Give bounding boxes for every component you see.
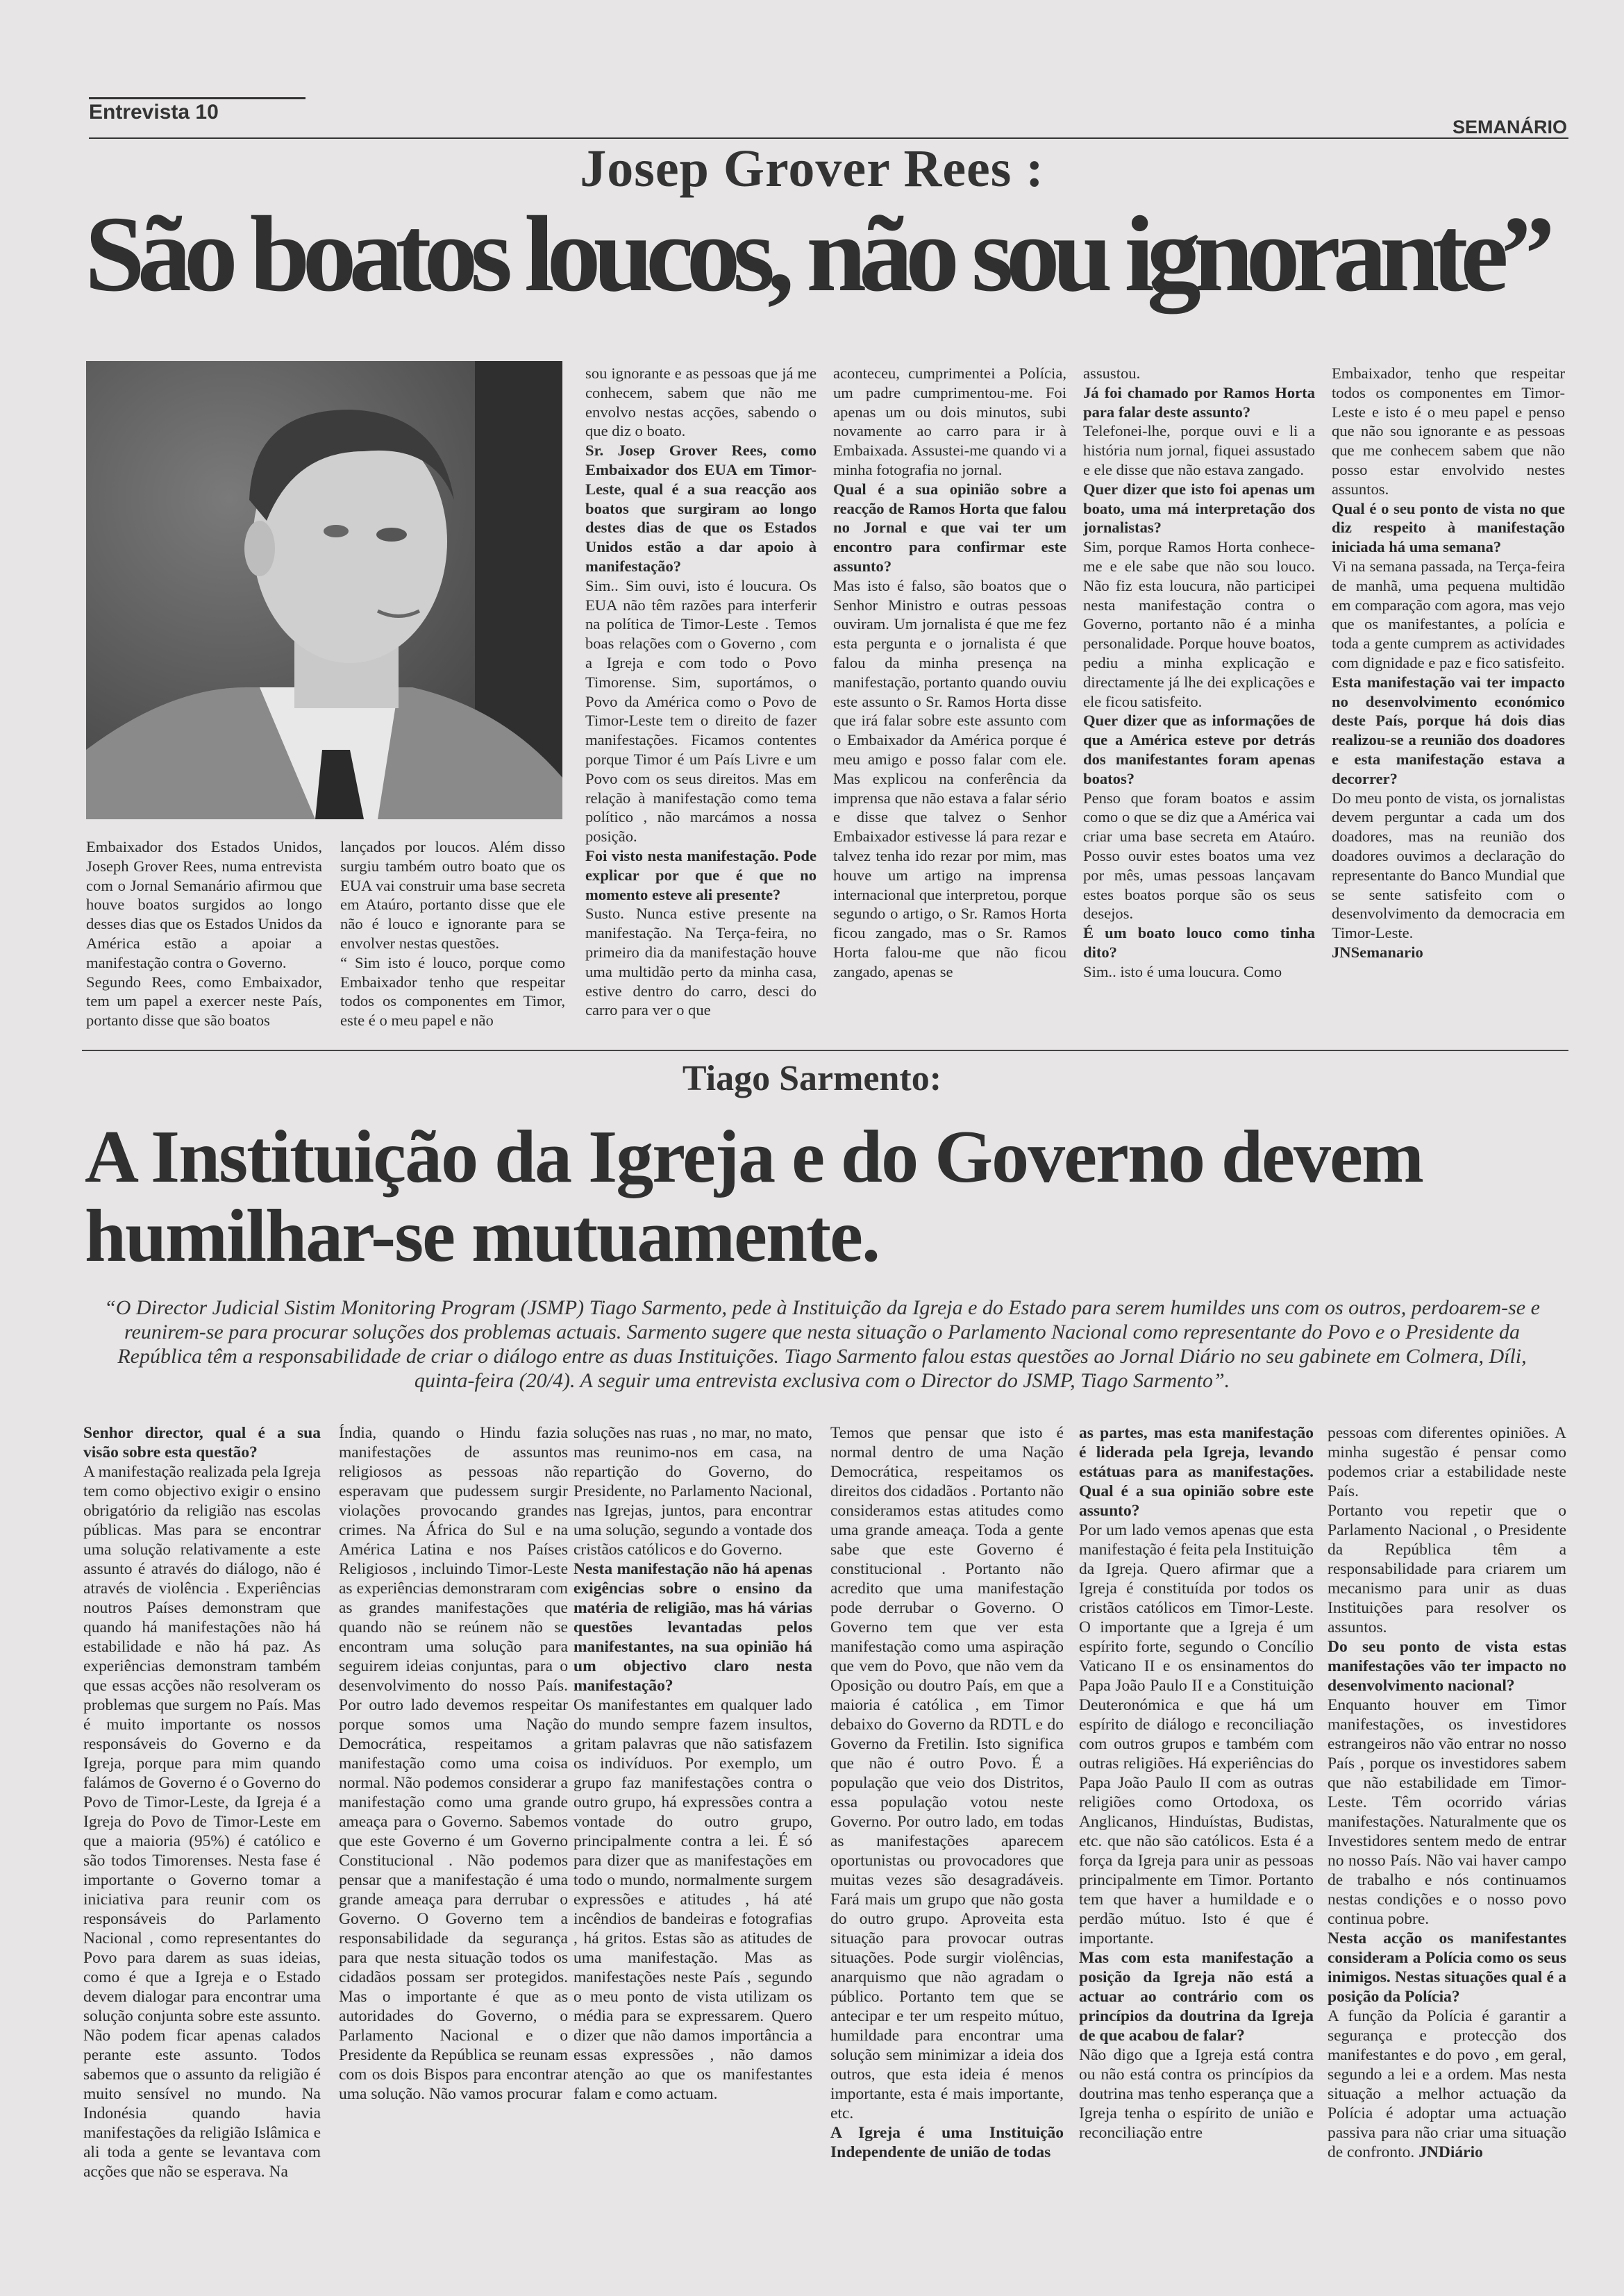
paragraph-text: Não digo que a Igreja está contra ou não está contra os princípios da doutrina mas tenho esperança que a Igreja tenha o espírito de união e reconciliação entre [1079, 2046, 1314, 2142]
question [830, 2123, 1064, 2162]
paragraph [1083, 962, 1315, 982]
question [585, 441, 817, 576]
question-text: Nesta manifestação não há apenas exigências sobre o ensino da matéria de religião, mas há várias questões levantadas pelos manifestantes, na sua opinião há um objectivo claro nesta manifestação? [574, 1560, 812, 1695]
paragraph-text: Penso que foram boatos e assim como o que se diz que a América vai criar uma base secreta em Ataúro. Posso ouvir estes boatos uma vez por mês, umas pessoas lançavam estes boatos porque são os seus desejos. [1083, 789, 1315, 923]
article2-column-5 [1079, 1423, 1314, 2263]
question [1083, 480, 1315, 537]
paragraph: “ Sim isto é louco, porque como Embaixador tenho que respeitar todos os componentes em Timor, este é o meu papel e não [340, 953, 565, 1030]
signature-line [1332, 943, 1565, 962]
paragraph-text: soluções nas ruas , no mar, no mato, mas reunimo-nos em casa, na repartição do Governo, do Presidente, no Parlamento Nacional, nas Igrejas, juntos, para encontrar uma solução, segundo a vontade dos cristãos católicos e do Governo. [574, 1424, 812, 1559]
paragraph-text: Sim, porque Ramos Horta conhece-me e ele sabe que não sou louco. Não fiz esta loucura, não participei nesta manifestação contra o Governo, portanto não é a minha personalidade. Porque houve boatos, pediu a minha explicação e directamente já lhe dei explicações e ele ficou satisfeito. [1083, 538, 1315, 710]
article2-column-1 [83, 1423, 321, 2263]
paragraph [1328, 2006, 1566, 2162]
paragraph-text: Temos que pensar que isto é normal dentro de uma Nação Democrática, respeitamos os direitos dos cidadãos . Portanto não consideramos estas atitudes como uma grande ameaça. Toda a gente sabe que este Governo é constitucional . Portanto não acredito que uma manifestação pode derrubar o Governo. O Governo tem que ver esta manifestação como uma aspiração que vem do Povo, que não vem da Oposição ou doutro País, em que a maioria é católica , em Timor debaixo do Governo da RDTL e do Governo da Fretilin. Isto significa que não é outro Povo. É a população que veio dos Distritos, essa população votou neste Governo. Por outro lado, em todas as manifestações aparecem oportunistas ou provocadores que muitas vezes são desagradáveis. Fará mais um grupo que não gosta do outro grupo. Aproveita esta situação para provocar outras situações. Pode surgir violências, anarquismo que não agradam o público. Portanto tem que se antecipar e ter um respeito mútuo, humildade para encontrar uma solução sem minimizar a ideia dos outros, que esta ideia é menos importante, esta é mais importante, etc. [830, 1424, 1064, 2122]
paragraph-text: Do meu ponto de vista, os jornalistas devem perguntar a cada um dos doadores, mas na reunião dos doadores ouvimos a declaração do representante do Banco Mundial que se sente satisfeito com o desenvolvimento da democracia em Timor-Leste. [1332, 789, 1565, 942]
paragraph [1328, 1501, 1566, 1637]
paragraph-text: assustou. [1083, 364, 1141, 382]
paragraph-text: sou ignorante e as pessoas que já me conhecem, sabem que não me envolvo nestas acções, sabendo o que diz o boato. [585, 364, 817, 440]
article2-headline: A Instituição da Igreja e do Governo devem humilhar-se mutuamente. [85, 1116, 1423, 1278]
question [1079, 1423, 1314, 1520]
question-text: A Igreja é uma Instituição Independente de união de todas [830, 2124, 1064, 2161]
article1-headline: São boatos loucos, não sou ignorante” [85, 194, 1548, 314]
article-divider [82, 1050, 1568, 1051]
question [585, 846, 817, 904]
question [1328, 1637, 1566, 1695]
signature: JNDiário [1418, 2143, 1483, 2161]
question [1332, 499, 1565, 557]
paragraph-text: Susto. Nunca estive presente na manifestação. Na Terça-feira, no primeiro dia da manifestação houve uma multidão perto da minha casa, estive dentro do carro, desci do carro para ver o que [585, 905, 817, 1019]
portrait-photo-icon [86, 361, 562, 819]
paragraph [1328, 1695, 1566, 1929]
paragraph [1332, 557, 1565, 673]
paragraph-text: pessoas com diferentes opiniões. A minha sugestão é pensar como podemos criar a estabilidade neste País. [1328, 1424, 1566, 1500]
question-text: Quer dizer que as informações de que a América esteve por detrás dos manifestantes foram apenas boatos? [1083, 712, 1315, 787]
question [574, 1559, 812, 1695]
paragraph-text: Portanto vou repetir que o Parlamento Nacional , o Presidente da República têm a responsabilidade para criarem um mecanismo para unir as duas Instituições para resolver os assuntos. [1328, 1502, 1566, 1636]
question [1332, 673, 1565, 789]
question-text: Qual é a sua opinião sobre a reacção de Ramos Horta que falou no Jornal e que vai ter um encontro para confirmar este assunto? [833, 480, 1066, 575]
question-text: Sr. Josep Grover Rees, como Embaixador dos EUA em Timor-Leste, qual é a sua reacção aos boatos que surgiram ao longo destes dias de que os Estados Unidos estão a dar apoio à manifestação? [585, 442, 817, 575]
article1-column-6 [1332, 364, 1565, 1039]
paragraph-text: Enquanto houver em Timor manifestações, os investidores estrangeiros não vão entrar no nosso País , porque os investidores sabem que não estabilidade em Timor-Leste. Têm ocorrido várias manifestações. Naturalmente que os Investidores sentem medo de entrar no nosso País. Não vai haver campo de trabalho e nós continuamos nestas condições e o nosso povo continua pobre. [1328, 1696, 1566, 1928]
paragraph [339, 1423, 568, 2104]
paragraph [585, 364, 817, 441]
signature: JNSemanario [1332, 943, 1423, 961]
question-text: Esta manifestação vai ter impacto no desenvolvimento económico deste País, porque há dois dias realizou-se a reunião dos doadores e esta manifestação estava a decorrer? [1332, 673, 1565, 787]
paragraph-text: aconteceu, cumprimentei a Polícia, um padre cumprimentou-me. Foi apenas um ou dois minutos, subi novamente ao carro para ir à Embaixada. Assustei-me quando vi a minha fotografia no jornal. [833, 364, 1066, 478]
paragraph [1332, 789, 1565, 943]
question-text: Qual é o seu ponto de vista no que diz respeito à manifestação iniciada há uma semana? [1332, 499, 1565, 556]
paragraph [83, 1462, 321, 2181]
paragraph [1083, 537, 1315, 711]
paragraph [574, 1695, 812, 2104]
article2-kicker: Tiago Sarmento: [682, 1059, 942, 1098]
paragraph-text: Embaixador, tenho que respeitar todos os componentes em Timor-Leste e isto é o meu papel e penso que não sou ignorante e as pessoas que me conhecem sabem que não posso estar envolvido nestes assuntos. [1332, 364, 1565, 498]
question [1079, 1948, 1314, 2045]
paragraph [1332, 364, 1565, 499]
question-text: as partes, mas esta manifestação é liderada pela Igreja, levando estátuas para as manifestações. Qual é a sua opinião sobre este assunto? [1079, 1424, 1314, 1520]
article1-column-1 [86, 837, 322, 1037]
article2-column-2 [339, 1423, 568, 2263]
question-text: Senhor director, qual é a sua visão sobre esta questão? [83, 1424, 321, 1461]
section-label: Entrevista 10 [89, 97, 305, 124]
paragraph [585, 904, 817, 1020]
paragraph [585, 576, 817, 846]
paragraph [1079, 2045, 1314, 2143]
question-text: É um boato louco como tinha dito? [1083, 924, 1315, 961]
paragraph-text: Sim.. isto é uma loucura. Como [1083, 962, 1282, 980]
paragraph [833, 576, 1066, 982]
article1-column-5 [1083, 364, 1315, 1039]
question-text: Já foi chamado por Ramos Horta para falar deste assunto? [1083, 383, 1315, 421]
question [1083, 383, 1315, 422]
question [83, 1423, 321, 1462]
article1-kicker: Josep Grover Rees : [580, 140, 1044, 198]
paragraph [1083, 789, 1315, 924]
paragraph-text: Os manifestantes em qualquer lado do mundo sempre fazem insultos, gritam palavras que não satisfazem os indivíduos. Por exemplo, um grupo faz manifestações contra o outro grupo, há expressões contra a vontade do outro grupo, principalmente contra a lei. É só para dizer que as manifestações em todo o mundo, normalmente surgem expressões e atitudes , há até incêndios de bandeiras e fotografias , há gritos. Estas são as atitudes de uma manifestação. Mas as manifestações neste País , segundo o meu ponto de vista utilizam os média para se expressarem. Quero dizer que não damos importância a essas expressões , não damos atenção ao que os manifestantes falam e como actuam. [574, 1696, 812, 2103]
question-text: Quer dizer que isto foi apenas um boato, uma má interpretação dos jornalistas? [1083, 480, 1315, 537]
paragraph-text: A função da Polícia é garantir a segurança e protecção dos manifestantes e do povo , em geral, segundo a lei e a ordem. Mas nesta situação a melhor actuação da Polícia é adoptar uma actuação passiva para não criar uma situação de confronto. [1328, 2007, 1566, 2161]
question [1083, 923, 1315, 962]
article1-column-2 [340, 837, 565, 1037]
paragraph-text: Por um lado vemos apenas que esta manifestação é feita pela Instituição da Igreja. Quero afirmar que a Igreja é constituída por todos os cristãos católicos em Timor-Leste. O importante que a Igreja é um espírito forte, segundo o Concílio Vaticano II e os ensinamentos do Papa João Paulo II e a Constituição Deuteronómica e que há um espírito de diálogo e reconciliação com outros grupos e também com outras religiões. Há experiências do Papa João Paulo II com as outras religiões como Ortodoxa, os Anglicanos, Hinduístas, Budistas, etc. que não são católicos. Esta é a força da Igreja para unir as pessoas principalmente em Timor. Portanto tem que haver a humildade e o perdão mútuo. Isto é que é importante. [1079, 1521, 1314, 1947]
question [1083, 711, 1315, 788]
paragraph-text: Sim.. Sim ouvi, isto é loucura. Os EUA não têm razões para interferir na política de Timor-Leste . Temos boas relações com o Governo , com a Igreja e com todo o Povo Timorense. Sim, suportámos, o Povo da América como o Povo de Timor-Leste tem o direito de fazer manifestações. Ficamos contentes porque Timor é um País Livre e um Povo com os seus direitos. Mas em relação à manifestação como tema político , não marcámos a nossa posição. [585, 576, 817, 846]
question-text: Mas com esta manifestação a posição da Igreja não está a actuar ao contrário com os princípios da doutrina da Igreja de que acabou de falar? [1079, 1949, 1314, 2045]
article1-column-4 [833, 364, 1066, 1039]
question-text: Nesta acção os manifestantes consideram a Polícia como os seus inimigos. Nestas situações qual é a posição da Polícia? [1328, 1929, 1566, 2006]
paragraph: Embaixador dos Estados Unidos, Joseph Grover Rees, numa entrevista com o Jornal Semanário afirmou que houve boatos surgidos ao longo desses dias que os Estados Unidos da América estão a apoiar a manifestação contra o Governo. [86, 838, 322, 971]
paragraph [833, 364, 1066, 480]
article2-column-3 [574, 1423, 812, 2263]
paragraph-text: Telefonei-lhe, porque ouvi e li a história num jornal, fiquei assustado e ele disse que não estava zangado. [1083, 422, 1315, 478]
paragraph [574, 1423, 812, 1559]
paragraph [1328, 1423, 1566, 1501]
question-text: Do seu ponto de vista estas manifestações vão ter impacto no desenvolvimento nacional? [1328, 1638, 1566, 1695]
paragraph: Segundo Rees, como Embaixador, tem um papel a exercer neste País, portanto disse que são boatos [86, 973, 322, 1030]
article1-column-3 [585, 364, 817, 1039]
paragraph [1079, 1520, 1314, 1948]
paragraph-text: Vi na semana passada, na Terça-feira de manhã, uma pequena multidão em comparação com agora, mas vejo que os manifestantes, a polícia e toda a gente cumprem as actividades com dignidade e paz e fico satisfeito. [1332, 557, 1565, 671]
article2-column-4 [830, 1423, 1064, 2263]
paragraph: lançados por loucos. Além disso surgiu também outro boato que os EUA vai construir uma base secreta em Ataúro, portanto disse que ele não é louco e ignorante para se envolver nestas questões. [340, 838, 565, 952]
paragraph-text: Mas isto é falso, são boatos que o Senhor Ministro e outras pessoas ouviram. Um jornalista é que me fez esta pergunta e o jornalista é que falou da minha presença na manifestação, portanto quando ouviu este assunto o Sr. Ramos Horta disse que irá falar sobre este assunto com o Embaixador da América porque é meu amigo e posso falar com ele. Mas explicou na conferência da imprensa que não estava a falar sério e disse que talvez o Senhor Embaixador estivesse lá para rezar e talvez tenha ido rezar por mim, mas houve um artigo na imprensa internacional que interpretou, porque segundo o artigo, o Sr. Ramos Horta ficou zangado, mas o Sr. Ramos Horta falou-me que não ficou zangado, apenas se [833, 576, 1066, 980]
paragraph [1083, 421, 1315, 479]
article2-column-6 [1328, 1423, 1566, 2263]
article2-lead: “O Director Judicial Sistim Monitoring Program (JSMP) Tiago Sarmento, pede à Instituição da Igreja e do Estado para serem humildes uns com os outros, perdoarem-se e reunirem-se para procurar soluções dos problemas actuais. Sarmento sugere que nesta situação o Parlamento Nacional como representante do Povo e o Presidente da República têm a responsabilidade de criar o diálogo entre as duas Instituições. Tiago Sarmento falou estas questões ao Jornal Diário no seu gabinete em Colmera, Díli, quinta-feira (20/4). A seguir uma entrevista exclusiva com o Director do JSMP, Tiago Sarmento”. [104, 1296, 1540, 1392]
masthead: SEMANÁRIO [1452, 117, 1567, 137]
question [833, 480, 1066, 576]
question [1328, 1929, 1566, 2006]
paragraph [830, 1423, 1064, 2123]
question-text: Foi visto nesta manifestação. Pode explicar por que é que no momento esteve ali presente? [585, 846, 817, 903]
paragraph-text: A manifestação realizada pela Igreja tem como objectivo exigir o ensino obrigatório da religião nas escolas públicas. Mas para se encontrar uma solução relativamente a este assunto é através do diálogo, não é através de violência . Experiências noutros Países demonstram que quando há manifestações não há estabilidade e não há paz. As experiências demonstram também que essas acções não resolveram os problemas que surgem no País. Mas é muito importante os nossos responsáveis do Governo e da Igreja, porque para mim quando falámos de Governo é o Governo do Povo de Timor-Leste, da Igreja é a Igreja do Povo de Timor-Leste em que a maioria (95%) é católico e são todos Timorenses. Nesta fase é importante o Governo tomar a iniciativa para reunir com os responsáveis do Parlamento Nacional , como representantes do Povo para darem as suas ideias, como é que a Igreja e o Estado devem dialogar para encontrar uma solução conjunta sobre este assunto. Não podem ficar apenas calados perante este assunto. Todos sabemos que o assunto da religião é muito sensível no mundo. Na Indonésia quando havia manifestações da religião Islâmica e ali toda a gente se levantava com acções que não se esperava. Na [83, 1463, 321, 2181]
paragraph-text: Índia, quando o Hindu fazia manifestações de assuntos religiosos as pessoas não esperavam que pudessem surgir violações provocando grandes crimes. Na África do Sul e na América Latina e nos Países Religiosos , incluindo Timor-Leste as experiências demonstraram com as grandes manifestações que quando não se reúnem não se encontram uma solução para seguirem ideias conjuntas, para o desenvolvimento do nosso País. Por outro lado devemos respeitar porque somos uma Nação Democrática, respeitamos a manifestação como uma coisa normal. Não podemos considerar a manifestação como uma grande ameaça para o Governo. Sabemos que este Governo é um Governo Constitucional . Não podemos pensar que a manifestação é uma grande ameaça para derrubar o Governo. O Governo tem a responsabilidade da segurança para que nesta situação todos os cidadãos possam ser protegidos. Mas o importante é que as autoridades do Governo, o Parlamento Nacional e o Presidente da República se reunam com os dois Bispos para encontrar uma solução. Não vamos procurar [339, 1424, 568, 2103]
paragraph [1083, 364, 1315, 383]
